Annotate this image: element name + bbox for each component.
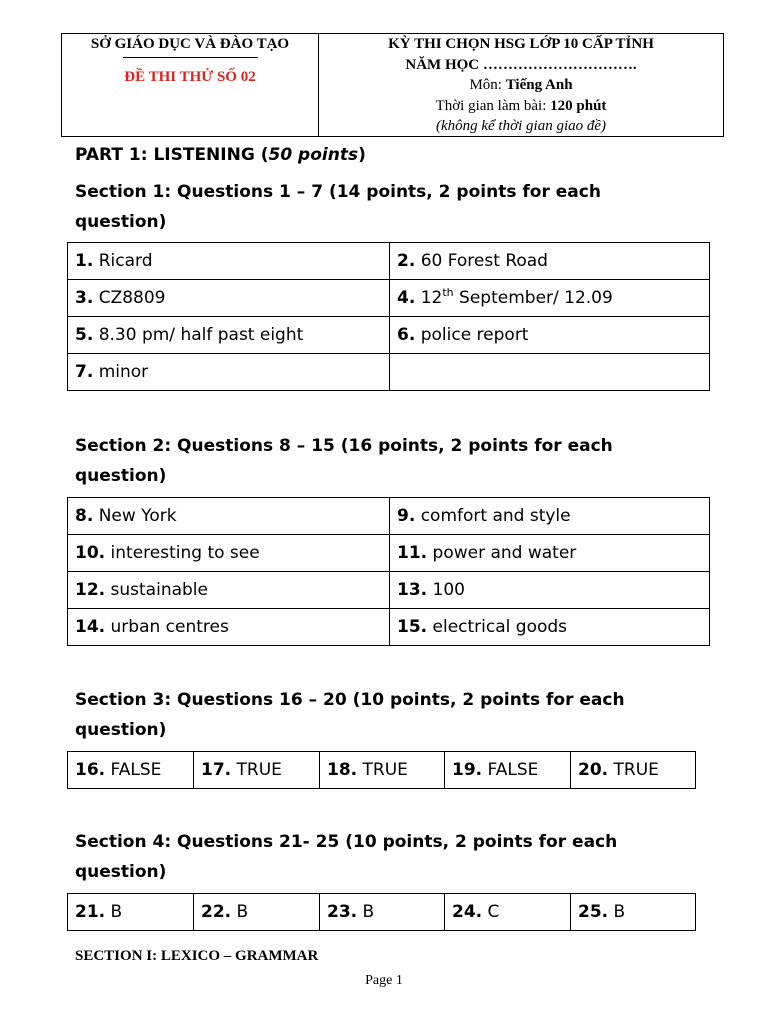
answer-cell: 16. FALSE [68,752,194,789]
header-right-cell [319,34,723,136]
part1-points: 50 points [268,145,359,165]
section1-heading: Section 1: Questions 1 – 7 (14 points, 2 points for each question) [75,182,601,232]
school-year: NĂM HỌC …………………………. [405,56,637,73]
section3-answer-table [67,751,696,789]
lexico-grammar-heading: SECTION I: LEXICO – GRAMMAR [75,948,319,964]
answer-cell: 22. B [194,894,320,931]
table-row [68,354,710,391]
table-row [68,752,696,789]
answer-cell: 12. sustainable [68,572,390,609]
table-row [68,280,710,317]
table-row [68,535,710,572]
section4-answer-table [67,893,696,931]
answer-cell: 23. B [320,894,445,931]
time-value: 120 phút [550,97,607,114]
answer-cell: 5. 8.30 pm/ half past eight [68,317,390,354]
empty-cell [390,354,710,391]
section2-answer-table [67,497,710,646]
answer-cell: 3. CZ8809 [68,280,390,317]
subject-value: Tiếng Anh [505,77,573,93]
table-row [68,609,710,646]
section1-answer-table [67,242,710,391]
table-row [68,498,710,535]
time-note: (không kể thời gian giao đề) [435,118,607,134]
answer-cell: 17. TRUE [194,752,320,789]
answer-cell: 8. New York [68,498,390,535]
answer-cell: 11. power and water [390,535,710,572]
answer-cell: 24. C [445,894,571,931]
department-name: SỞ GIÁO DỤC VÀ ĐÀO TẠO [90,36,290,52]
time-label: Thời gian làm bài: [435,97,551,114]
answer-cell: 15. electrical goods [390,609,710,646]
answer-cell: 18. TRUE [320,752,445,789]
answer-cell: 25. B [571,894,696,931]
part1-title-text: PART 1: LISTENING ( [75,145,269,165]
answer-cell: 13. 100 [390,572,710,609]
answer-cell: 2. 60 Forest Road [390,243,710,280]
table-row [68,572,710,609]
exam-header [61,33,724,137]
page-number: Page 1 [365,973,403,988]
section4-heading: Section 4: Questions 21- 25 (10 points, 2 points for each question) [75,832,618,882]
answer-cell: 10. interesting to see [68,535,390,572]
answer-cell: 7. minor [68,354,390,391]
part1-title-close: ) [358,145,366,165]
section2-heading: Section 2: Questions 8 – 15 (16 points, 2 points for each question) [75,436,613,486]
answer-cell: 6. police report [390,317,710,354]
section3-heading: Section 3: Questions 16 – 20 (10 points, 2 points for each question) [75,690,625,740]
underline-divider [123,57,258,58]
answer-cell: 21. B [68,894,194,931]
time-line [319,96,723,117]
answer-cell: 20. TRUE [571,752,696,789]
subject-line [319,75,723,96]
header-left-cell [62,34,319,136]
table-row [68,894,696,931]
answer-cell: 19. FALSE [445,752,571,789]
table-row [68,243,710,280]
subject-label: Môn: [469,77,506,93]
part1-title [75,140,675,170]
table-row [68,317,710,354]
answer-cell: 1. Ricard [68,243,390,280]
answer-cell: 14. urban centres [68,609,390,646]
answer-cell: 4. 12th September/ 12.09 [390,280,710,317]
exam-title: KỲ THI CHỌN HSG LỚP 10 CẤP TỈNH [388,36,654,52]
exam-number: ĐỀ THI THỬ SỐ 02 [124,69,256,85]
answer-cell: 9. comfort and style [390,498,710,535]
